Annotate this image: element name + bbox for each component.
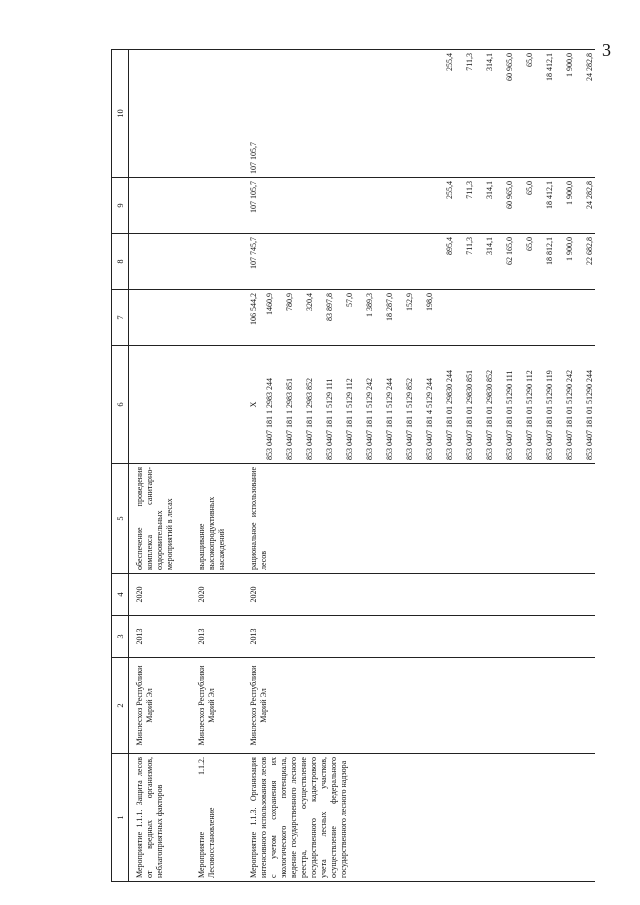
amount-2015: 1 900,0 — [564, 181, 574, 205]
budget-code: 853 0407 181 1 5129 112 — [344, 378, 354, 460]
expected-result: рациональное использование лесов — [243, 464, 595, 574]
measure-name: Мероприятие 1.1.3. Организация интенсивного использования лесов с учетом сохранения их экологического потенциала, ведение государственного лесного реестра, осуществление государственного кадастрового учета лесных участков, осуществление федерального государственного лесного надзора — [243, 754, 595, 882]
budget-code: 853 0407 181 1 5129 244 — [384, 378, 394, 460]
header-col-9: 9 — [112, 178, 129, 234]
amount-2014: 22 682,8 — [584, 237, 594, 265]
budget-code: 853 0407 181 1 5129 111 — [324, 378, 334, 460]
budget-code: 853 0407 181 01 51290 111 — [504, 370, 514, 460]
budget-code: 853 0407 181 01 51290 119 — [544, 370, 554, 460]
header-col-2: 2 — [112, 658, 129, 754]
expected-result: обеспечение проведения комплекса санитарно-оздоровительных мероприятий в лесах — [129, 464, 191, 574]
budget-code: 853 0407 181 4 5129 244 — [424, 378, 434, 460]
financing-table — [111, 49, 595, 882]
rotated-table-container — [111, 50, 640, 882]
amount-2016: 314,1 — [484, 53, 494, 71]
end-year: 2020 — [191, 574, 243, 616]
amount-2013: 780,9 — [284, 293, 294, 311]
amount-2013: 320,4 — [304, 293, 314, 311]
amount-2014: 314,1 — [484, 237, 494, 255]
amount-2013: 152,9 — [404, 293, 414, 311]
table-row — [191, 50, 243, 882]
budget-code: 853 0407 181 01 51290 242 — [564, 370, 574, 460]
table-row — [129, 50, 191, 882]
amount-2015: 255,4 — [444, 181, 454, 199]
header-col-3: 3 — [112, 616, 129, 658]
executor: Минлесхоз Республики Марий Эл — [191, 658, 243, 754]
end-year: 2020 — [129, 574, 191, 616]
start-year: 2013 — [129, 616, 191, 658]
amount-2016: 60 965,0 — [504, 53, 514, 81]
amount-2013: 106 544,2 — [248, 293, 258, 325]
amount-2016: 711,3 — [464, 53, 474, 71]
measure-name: Мероприятие 1.1.2. Лесовосстановление — [191, 754, 243, 882]
measure-name: Мероприятие 1.1.1. Защита лесов от вредных организмов, неблагоприятных факторов — [129, 754, 191, 882]
header-col-8: 8 — [112, 234, 129, 290]
header-col-6: 6 — [112, 346, 129, 464]
amount-2016: 255,4 — [444, 53, 454, 71]
header-row — [112, 50, 129, 882]
budget-code: 853 0407 181 1 2983 851 — [284, 378, 294, 460]
amount-2014: 62 165,0 — [504, 237, 514, 265]
amount-2014: 107 745,7 — [248, 237, 258, 269]
page-number: 3 — [602, 40, 611, 60]
budget-code: 853 0407 181 01 29830 852 — [484, 370, 494, 460]
executor: Минлесхоз Республики Марий Эл — [129, 658, 191, 754]
budget-code: 853 0407 181 01 51290 244 — [584, 370, 594, 460]
amount-2015: 60 965,0 — [504, 181, 514, 209]
amount-2014: 711,3 — [464, 237, 474, 255]
budget-code: 853 0407 181 01 29830 851 — [464, 370, 474, 460]
amount-2015: 24 282,8 — [584, 181, 594, 209]
executor: Минлесхоз Республики Марий Эл — [243, 658, 595, 754]
amount-2015: 711,3 — [464, 181, 474, 199]
start-year: 2013 — [191, 616, 243, 658]
amount-2015: 314,1 — [484, 181, 494, 199]
amount-2013: 18 287,0 — [384, 293, 394, 321]
start-year: 2013 — [243, 616, 595, 658]
amount-2016: 65,0 — [524, 53, 534, 67]
budget-code: 853 0407 181 1 5129 242 — [364, 378, 374, 460]
amount-2015: 107 105,7 — [248, 181, 258, 213]
amount-2014: 895,4 — [444, 237, 454, 255]
amount-2014: 65,0 — [524, 237, 534, 251]
amount-2016: 1 900,0 — [564, 53, 574, 77]
header-col-7: 7 — [112, 290, 129, 346]
amount-2014: 1 900,0 — [564, 237, 574, 261]
budget-code: Х — [248, 401, 258, 408]
header-col-4: 4 — [112, 574, 129, 616]
amount-2013: 198,0 — [424, 293, 434, 311]
end-year: 2020 — [243, 574, 595, 616]
amount-2016: 24 282,8 — [584, 53, 594, 81]
amount-2016: 107 105,7 — [248, 142, 258, 174]
amount-2014: 18 812,1 — [544, 237, 554, 265]
budget-code: 853 0407 181 01 51290 112 — [524, 370, 534, 460]
amount-2015: 65,0 — [524, 181, 534, 195]
budget-code: 853 0407 181 1 2983 852 — [304, 378, 314, 460]
budget-code: 853 0407 181 1 5129 852 — [404, 378, 414, 460]
amount-2013: 1 389,3 — [364, 293, 374, 317]
header-col-10: 10 — [112, 50, 129, 178]
header-col-5: 5 — [112, 464, 129, 574]
amount-2013: 1460,9 — [264, 293, 274, 315]
budget-code: 853 0407 181 01 29830 244 — [444, 370, 454, 460]
table-row — [243, 50, 595, 882]
amount-2015: 18 412,1 — [544, 181, 554, 209]
amount-2013: 83 897,8 — [324, 293, 334, 321]
header-col-1: 1 — [112, 754, 129, 882]
amount-2016: 18 412,1 — [544, 53, 554, 81]
expected-result: выращивание высокопродуктивных насаждений — [191, 464, 243, 574]
amount-2013: 57,0 — [344, 293, 354, 307]
budget-code: 853 0407 181 1 2983 244 — [264, 378, 274, 460]
